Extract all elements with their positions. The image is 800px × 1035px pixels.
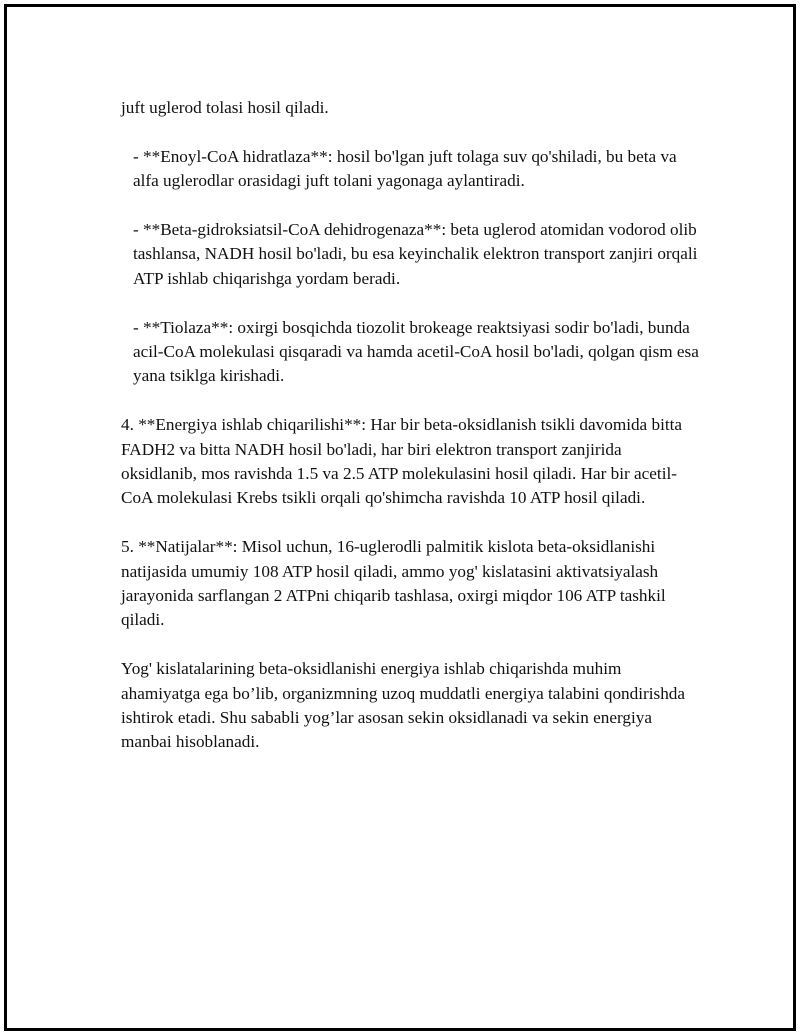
paragraph-continuation: juft uglerod tolasi hosil qiladi.: [121, 98, 329, 117]
paragraph-tiolaza: - **Tiolaza**: oxirgi bosqichda tiozolit brokeage reaktsiyasi sodir bo'ladi, bunda acil-CoA molekulasi qisqaradi va hamda acetil-CoA hosil bo'ladi, qolgan qism esa yana tsiklga kirishadi.: [133, 317, 699, 386]
paragraph-natijalar: 5. **Natijalar**: Misol uchun, 16-uglerodli palmitik kislota beta-oksidlanishi natijasida umumiy 108 ATP hosil qiladi, ammo yog' kislatasini aktivatsiyalash jarayonida sarflangan 2 ATPni chiqarib tashlasa, oxirgi miqdor 106 ATP tashkil qiladi.: [121, 537, 666, 630]
paragraph-beta-gidroksiatsil-coa: - **Beta-gidroksiatsil-CoA dehidrogenaza**: beta uglerod atomidan vodorod olib tashlansa, NADH hosil bo'ladi, bu esa keyinchalik elektron transport zanjiri orqali ATP ishlab chiqarishga yordam beradi.: [133, 220, 698, 288]
page-frame: [4, 4, 796, 1031]
paragraph-energiya-ishlab-chiqarilishi: 4. **Energiya ishlab chiqarilishi**: Har bir beta-oksidlanish tsikli davomida bitta FADH2 va bitta NADH hosil bo'ladi, har biri elektron transport zanjirida oksidlanib, mos ravishda 1.5 va 2.5 ATP molekulasini hosil qiladi. Har bir acetil-CoA molekulasi Krebs tsikli orqali qo'shimcha ravishda 10 ATP hosil qiladi.: [121, 415, 683, 508]
paragraph-enoyl-coa-hidratlaza: - **Enoyl-CoA hidratlaza**: hosil bo'lgan juft tolaga suv qo'shiladi, bu beta va alfa uglerodlar orasidagi juft tolani yagonaga aylantiradi.: [133, 146, 677, 191]
document-body: [121, 96, 701, 779]
paragraph-conclusion: Yog' kislatalarining beta-oksidlanishi energiya ishlab chiqarishda muhim ahamiyatga ega bo’lib, organizmning uzoq muddatli energiya talabini qondirishda ishtirok etadi. Shu sababli yog’lar asosan sekin oksidlanadi va sekin energiya manbai hisoblanadi.: [121, 659, 686, 752]
